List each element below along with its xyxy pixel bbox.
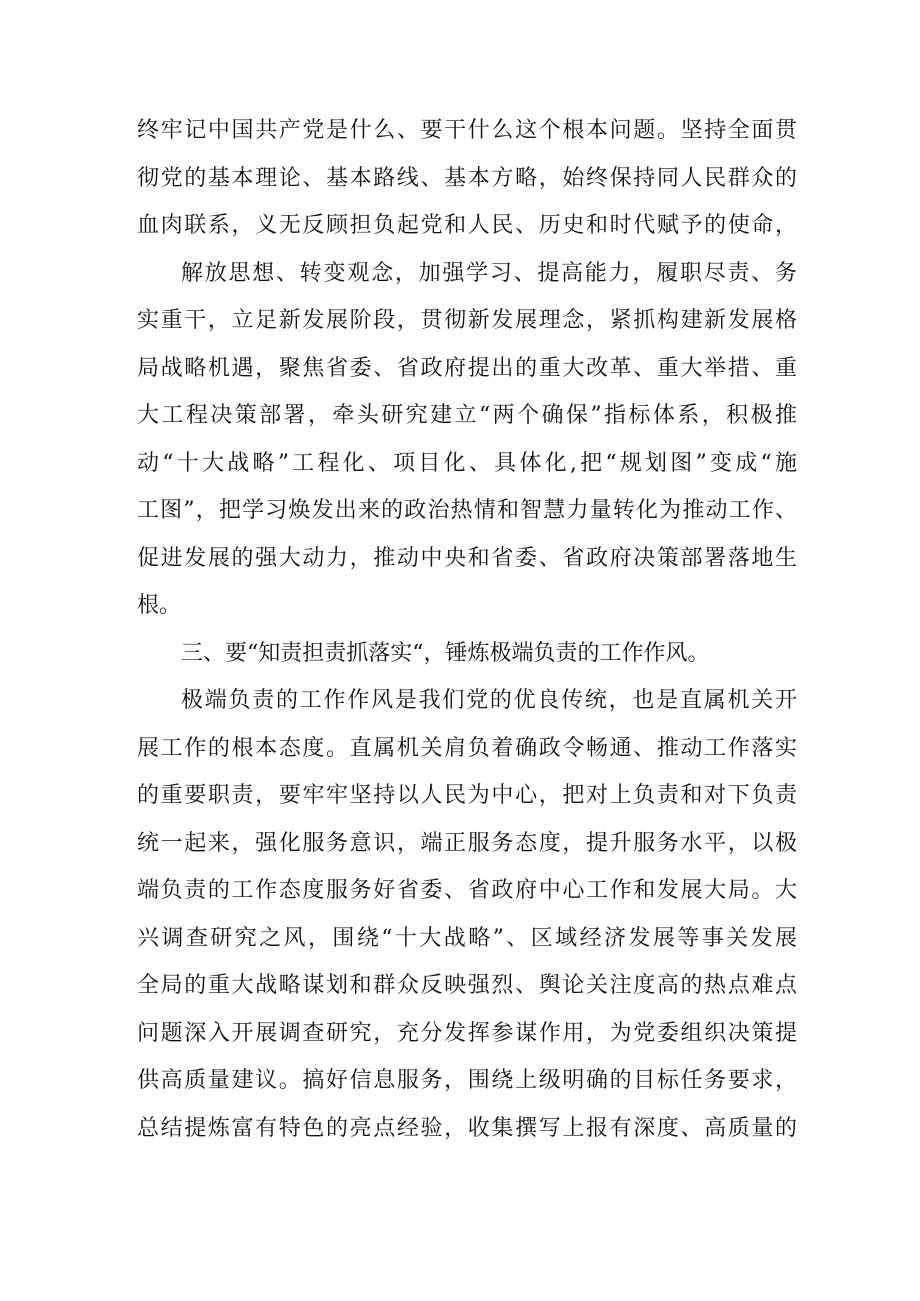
text-line: 统一起来，强化服务意识，端正服务态度，提升服务水平，以极 bbox=[137, 830, 797, 856]
text-line: 彻党的基本理论、基本路线、基本方略，始终保持同人民群众的 bbox=[137, 165, 797, 191]
text-line: 动“十大战略”工程化、项目化、具体化,把“规划图”变成“施 bbox=[137, 450, 797, 476]
text-line: 总结提炼富有特色的亮点经验，收集撰写上报有深度、高质量的 bbox=[137, 1115, 797, 1141]
text-line: 的重要职责，要牢牢坚持以人民为中心，把对上负责和对下负责 bbox=[137, 783, 797, 808]
text-line: 根。 bbox=[137, 593, 182, 618]
text-line: 端负责的工作态度服务好省委、省政府中心工作和发展大局。大 bbox=[137, 878, 797, 903]
text-line: 三、要“知责担责抓落实“，锤炼极端负责的工作作风。 bbox=[181, 640, 710, 666]
text-line: 促进发展的强大动力，推动中央和省委、省政府决策部署落地生 bbox=[137, 545, 797, 571]
text-line: 局战略机遇，聚焦省委、省政府提出的重大改革、重大举措、重 bbox=[137, 355, 797, 381]
text-line: 大工程决策部署，牵头研究建立“两个确保”指标体系，积极推 bbox=[137, 403, 797, 428]
text-line: 兴调查研究之风，围绕“十大战略”、区域经济发展等事关发展 bbox=[137, 925, 797, 951]
document-body bbox=[137, 107, 797, 1152]
text-line: 全局的重大战略谋划和群众反映强烈、舆论关注度高的热点难点 bbox=[137, 973, 797, 998]
text-line: 实重干，立足新发展阶段，贯彻新发展理念，紧抓构建新发展格 bbox=[137, 308, 797, 333]
text-line: 终牢记中国共产党是什么、要干什么这个根本问题。坚持全面贯 bbox=[137, 118, 797, 143]
text-line: 问题深入开展调查研究，充分发挥参谋作用，为党委组织决策提 bbox=[137, 1020, 797, 1046]
text-line: 展工作的根本态度。直属机关肩负着确政令畅通、推动工作落实 bbox=[137, 735, 797, 761]
text-line: 供高质量建议。搞好信息服务，围绕上级明确的目标任务要求， bbox=[137, 1068, 797, 1093]
text-line: 工图”，把学习焕发出来的政治热情和智慧力量转化为推动工作、 bbox=[137, 498, 797, 523]
text-line: 解放思想、转变观念，加强学习、提高能力，履职尽责、务 bbox=[181, 260, 797, 286]
text-line: 极端负责的工作作风是我们党的优良传统，也是直属机关开 bbox=[181, 688, 797, 713]
text-line: 血肉联系，义无反顾担负起党和人民、历史和时代赋予的使命， bbox=[137, 213, 797, 238]
